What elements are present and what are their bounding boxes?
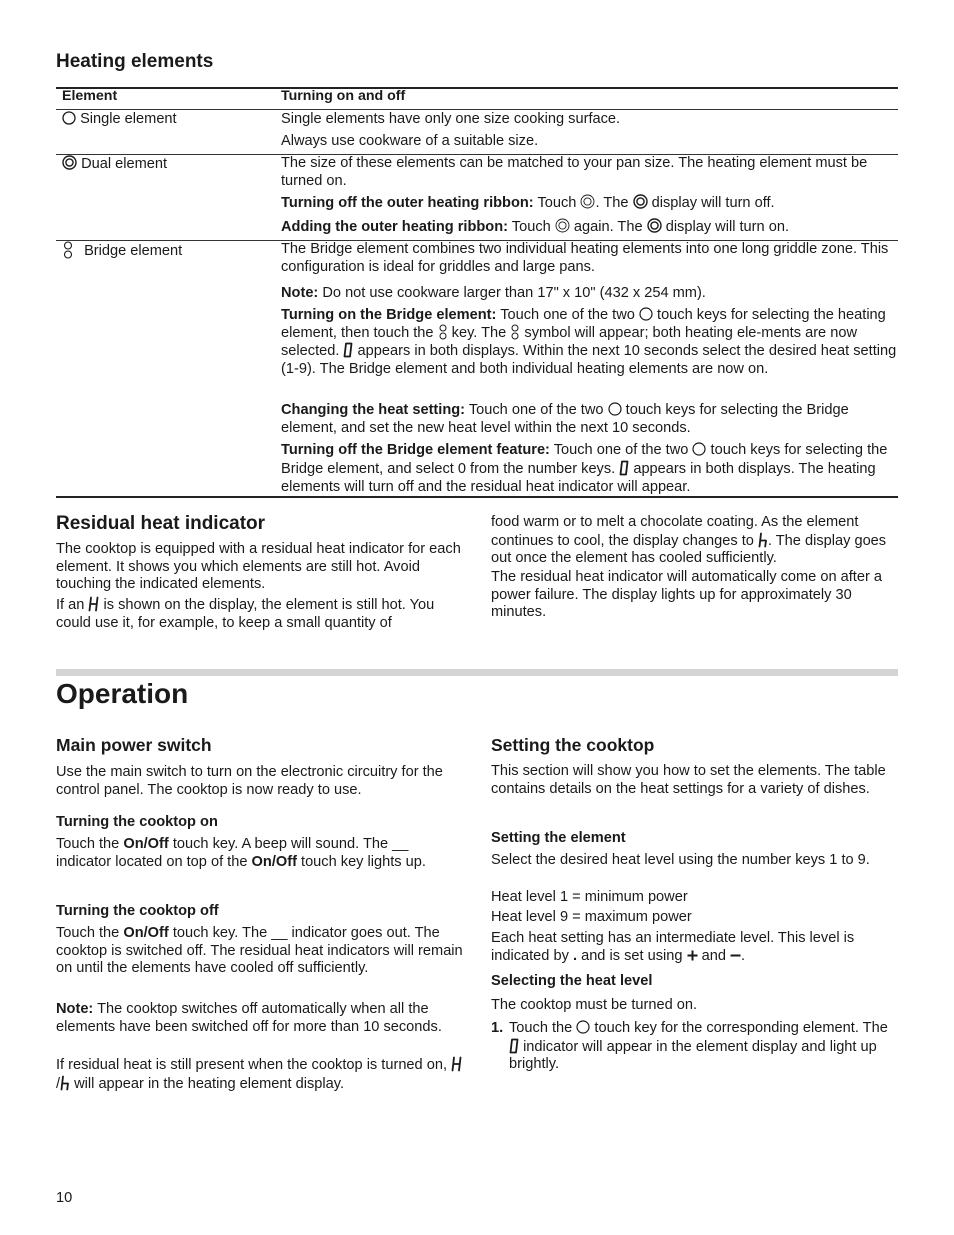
setting-element-p1: Select the desired heat level using the number keys 1 to 9. bbox=[491, 852, 870, 868]
dual-element-cell bbox=[62, 155, 167, 174]
main-power-heading: Main power switch bbox=[56, 735, 212, 755]
bridge-on-para bbox=[281, 306, 898, 378]
segment-h-icon bbox=[60, 1075, 70, 1091]
residual-p2-b: is shown on the display, the element is still hot. You could use it, for example, to keep a small quantity of bbox=[56, 597, 435, 631]
bridge-change-para bbox=[281, 401, 898, 437]
operation-heading: Operation bbox=[56, 678, 189, 709]
residual-p3 bbox=[491, 514, 898, 568]
segment-h-icon bbox=[758, 532, 768, 548]
inter-and: and bbox=[701, 947, 726, 964]
segment-zero-icon bbox=[343, 342, 353, 358]
selecting-heat-p1: The cooktop must be turned on. bbox=[491, 997, 698, 1013]
bridge-on-text-e: appears in both displays. Within the next 10 seconds select the desired heat setting (1-9). The Bridge element and both individual heating elements are now on. bbox=[281, 343, 897, 377]
inter-text-b: and is set using bbox=[581, 947, 683, 964]
residual-p4: The residual heat indicator will automatically come on after a power failure. The display lights up for approximately 30 minutes. bbox=[491, 569, 882, 620]
bridge-key-icon bbox=[438, 324, 448, 340]
residual-p3-a: food warm or to melt a chocolate coating. As the element continues to cool, the display changes to bbox=[491, 514, 859, 549]
outer-ring-key-icon bbox=[580, 194, 595, 209]
section-divider-bar bbox=[56, 669, 898, 676]
bridge-note-text: Do not use cookware larger than 17" x 10" (432 x 254 mm). bbox=[322, 285, 706, 301]
intermediate-level-para bbox=[491, 930, 896, 965]
single-ring-icon bbox=[62, 111, 76, 125]
segment-zero-icon bbox=[619, 460, 629, 476]
turning-on-text-a: Touch the bbox=[56, 836, 120, 852]
residual-on-para: If residual heat is still present when the cooktop is turned on, / will appear in the heating element display. bbox=[56, 1056, 466, 1093]
dual-ring-icon bbox=[62, 155, 77, 170]
bridge-off-para bbox=[281, 441, 898, 497]
segment-H-icon bbox=[88, 596, 99, 612]
turning-on-para bbox=[56, 836, 461, 871]
bridge-symbol-icon bbox=[510, 324, 520, 340]
bridge-change-text-a: Touch one of the two bbox=[468, 402, 604, 418]
auto-off-note bbox=[56, 1001, 456, 1036]
segment-H-icon bbox=[451, 1056, 462, 1072]
bridge-element-cell bbox=[62, 241, 182, 261]
step-text-c: indicator will appear in the element display and light up brightly. bbox=[509, 1038, 877, 1072]
heat-level-9: Heat level 9 = maximum power bbox=[491, 909, 692, 925]
single-element-label: Single element bbox=[80, 111, 177, 127]
onoff-key-label: On/Off bbox=[123, 925, 169, 941]
dual-add-text-c: display will turn on. bbox=[665, 219, 789, 235]
minus-icon bbox=[730, 950, 741, 961]
single-line2: Always use cookware of a suitable size. bbox=[281, 133, 539, 149]
inter-end: . bbox=[741, 947, 746, 964]
step-1-text bbox=[509, 1020, 897, 1074]
dual-off-line bbox=[281, 194, 898, 213]
inter-dot: . bbox=[572, 947, 578, 964]
table-top-rule bbox=[56, 87, 898, 89]
step-text-b: touch key for the corresponding element. The bbox=[594, 1020, 888, 1036]
segment-zero-icon bbox=[509, 1038, 519, 1054]
setting-cooktop-heading: Setting the cooktop bbox=[491, 735, 655, 755]
bridge-icon bbox=[62, 241, 74, 259]
outer-ring-key-icon bbox=[555, 218, 570, 233]
onoff-key-label: On/Off bbox=[123, 836, 169, 852]
residual-p2 bbox=[56, 596, 461, 632]
table-bottom-rule bbox=[56, 496, 898, 498]
single-line1: Single elements have only one size cooking surface. bbox=[281, 111, 621, 127]
turning-off-text-b: touch key. The __ indicator goes out. The cooktop is switched off. The residual heat indicators will remain on until the elements have cooled off sufficiently. bbox=[56, 925, 463, 976]
note-label: Note: bbox=[56, 1001, 94, 1017]
dual-off-text-a: Touch bbox=[537, 195, 577, 211]
ring-key-icon bbox=[608, 402, 622, 416]
residual-on-text-a: If residual heat is still present when the cooktop is turned on, bbox=[56, 1057, 448, 1073]
residual-on-text-b: will appear in the heating element display. bbox=[74, 1075, 345, 1092]
plus-icon bbox=[687, 950, 698, 961]
turning-off-text-a: Touch the bbox=[56, 925, 120, 941]
bridge-on-text-c: key. The bbox=[451, 325, 507, 341]
col-header-turning: Turning on and off bbox=[281, 88, 406, 104]
main-power-p1: Use the main switch to turn on the electronic circuitry for the control panel. The cooktop is now ready to use. bbox=[56, 764, 443, 798]
dual-add-line bbox=[281, 218, 898, 237]
bridge-note bbox=[281, 285, 898, 303]
bridge-on-text-a: Touch one of the two bbox=[500, 307, 635, 323]
heat-level-1: Heat level 1 = minimum power bbox=[491, 889, 688, 905]
dual-element-label: Dual element bbox=[81, 156, 168, 172]
residual-p1: The cooktop is equipped with a residual heat indicator for each element. It shows you which elements are still hot. Avoid touching the indicated elements. bbox=[56, 541, 461, 592]
dual-display-icon bbox=[633, 194, 648, 209]
dual-line1: The size of these elements can be matched to your pan size. The heating element must be turned on. bbox=[281, 155, 868, 189]
dual-add-text-b: again. The bbox=[573, 219, 643, 235]
turning-off-heading: Turning the cooktop off bbox=[56, 903, 219, 919]
table-header-rule bbox=[56, 109, 898, 110]
residual-heat-heading: Residual heat indicator bbox=[56, 513, 266, 534]
bridge-change-label: Changing the heat setting: bbox=[281, 402, 466, 418]
dual-off-text-b: . The bbox=[595, 195, 629, 211]
dual-off-text-c: display will turn off. bbox=[651, 195, 775, 211]
setting-p1: This section will show you how to set the elements. The table contains details on the heat settings for a variety of dishes. bbox=[491, 763, 886, 797]
dual-add-label: Adding the outer heating ribbon: bbox=[281, 219, 508, 235]
dual-display-icon bbox=[647, 218, 662, 233]
turning-on-heading: Turning the cooktop on bbox=[56, 814, 218, 830]
bridge-change-text-b: touch keys for selecting the Bridge element, and set the new heat level within the next 10 seconds. bbox=[281, 402, 849, 436]
bridge-on-text-d: symbol will appear; both heating ele-ments are now selected. bbox=[281, 325, 857, 359]
turning-on-text-c: touch key lights up. bbox=[301, 853, 426, 870]
bridge-off-text-c: appears in both displays. The heating elements will turn off and the residual heat indicator will appear. bbox=[281, 460, 876, 495]
page-number: 10 bbox=[56, 1190, 73, 1206]
dual-add-text-a: Touch bbox=[511, 219, 551, 235]
ring-key-icon bbox=[639, 307, 653, 321]
step-text-a: Touch the bbox=[509, 1020, 573, 1036]
bridge-off-text-b: touch keys for selecting the Bridge element, and select 0 from the number keys. bbox=[281, 442, 888, 477]
bridge-note-label: Note: bbox=[281, 285, 319, 301]
ring-key-icon bbox=[576, 1020, 590, 1034]
heating-elements-heading: Heating elements bbox=[56, 51, 214, 72]
bridge-on-text-b: touch keys for selecting the heating element, then touch the bbox=[281, 307, 886, 341]
ring-key-icon bbox=[692, 442, 706, 456]
inter-text-a: Each heat setting has an intermediate level. This level is indicated by bbox=[491, 930, 855, 964]
selecting-heat-heading: Selecting the heat level bbox=[491, 973, 653, 989]
onoff-key-label: On/Off bbox=[251, 853, 297, 870]
setting-element-heading: Setting the element bbox=[491, 830, 626, 846]
bridge-off-label: Turning off the Bridge element feature: bbox=[281, 442, 550, 458]
bridge-line1: The Bridge element combines two individual heating elements into one long griddle zone. This configuration is ideal for griddles and large pans. bbox=[281, 241, 889, 275]
bridge-on-label: Turning on the Bridge element: bbox=[281, 307, 497, 323]
bridge-off-text-a: Touch one of the two bbox=[553, 442, 689, 458]
col-header-element: Element bbox=[62, 88, 118, 104]
residual-p2-a: If an bbox=[56, 597, 85, 613]
bridge-element-label: Bridge element bbox=[84, 243, 183, 259]
residual-p3-b: . The display goes out once the element has cooled sufficiently. bbox=[491, 532, 887, 566]
note-text: The cooktop switches off automatically when all the elements have been switched off for more than 10 seconds. bbox=[56, 1001, 442, 1035]
turning-off-para bbox=[56, 925, 468, 978]
single-element-cell bbox=[62, 111, 177, 129]
step-number: 1. bbox=[491, 1020, 504, 1036]
turning-on-text-b: touch key. A beep will sound. The __ indicator located on top of the bbox=[56, 836, 409, 870]
dual-off-label: Turning off the outer heating ribbon: bbox=[281, 195, 534, 211]
